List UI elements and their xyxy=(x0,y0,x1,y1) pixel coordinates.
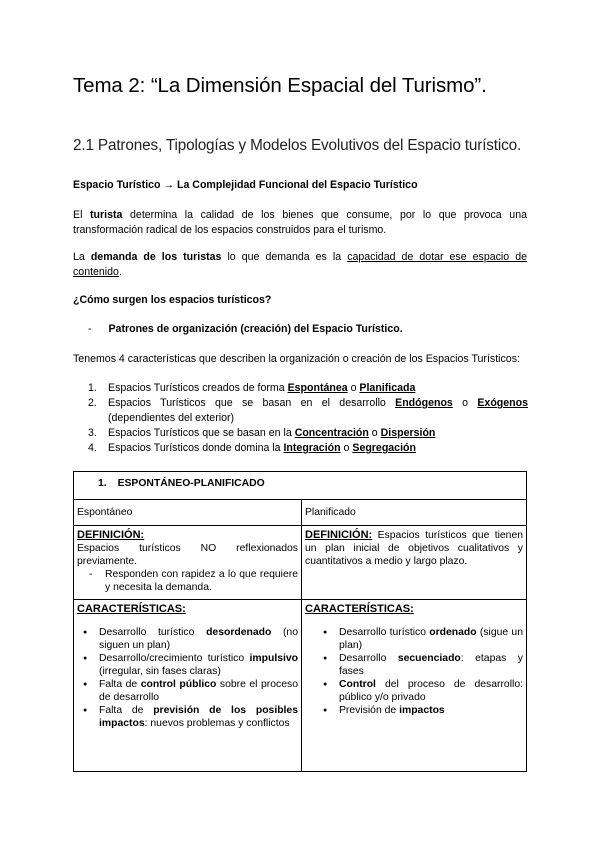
text: (sigue un plan) xyxy=(339,627,523,651)
section-heading: Espacio Turístico → La Complejidad Funcional del Espacio Turístico xyxy=(73,179,418,191)
term-b: Planificada xyxy=(359,382,416,394)
text: sobre el proceso de desarrollo xyxy=(99,679,298,703)
bold-term: impactos xyxy=(399,705,445,716)
characteristics-planned xyxy=(302,600,527,772)
list-item xyxy=(88,441,528,456)
definition-label: DEFINICIÓN: xyxy=(305,529,373,541)
comparison-table xyxy=(73,471,527,772)
bullet-item xyxy=(81,678,298,704)
definition-paragraph xyxy=(305,529,523,568)
text: El xyxy=(73,209,91,221)
text: . xyxy=(118,266,122,278)
table-column-row xyxy=(74,500,527,526)
list-item xyxy=(88,396,528,426)
question-heading: ¿Cómo surgen los espacios turísticos? xyxy=(73,294,272,306)
text: : nuevos problemas y conflictos xyxy=(144,718,290,729)
text: (no siguen un plan) xyxy=(99,627,298,651)
intro-paragraph: Tenemos 4 características que describen la organización o creación de los Espacios Turísticos: xyxy=(73,353,520,365)
text: (dependientes del exterior) xyxy=(108,412,235,424)
text: La xyxy=(73,251,91,263)
list-number: 1. xyxy=(88,382,97,394)
bold-term: previsión de los posibles impactos xyxy=(99,705,298,729)
table-definition-row xyxy=(74,526,527,600)
bold-term: demanda de los turistas xyxy=(90,251,222,263)
term-a: Endógenos xyxy=(395,397,453,409)
bold-term: control público xyxy=(140,679,217,690)
definition-spontaneous xyxy=(74,526,302,600)
text: o xyxy=(340,442,353,454)
bullet-item xyxy=(81,652,298,678)
text: Previsión de xyxy=(339,705,400,716)
text: Espacios Turísticos donde domina la xyxy=(108,442,284,454)
paragraph-demanda xyxy=(73,250,527,280)
bullet-item xyxy=(81,704,298,730)
dash-marker: - xyxy=(88,323,92,335)
column-label-planned: Planificado xyxy=(302,500,527,526)
text: Espacios Turísticos que se basan en la xyxy=(108,427,295,439)
bullet-item xyxy=(321,626,523,652)
definition-text: Espacios turísticos que tienen un plan inicial de objetivos cualitativos y cuantitativos a medio y largo plazo. xyxy=(305,530,524,567)
text: : etapas y fases xyxy=(339,653,523,677)
text: Desarrollo/crecimiento turístico xyxy=(99,653,250,664)
underlined-phrase: capacidad de dotar ese espacio de contenido xyxy=(73,251,527,278)
bold-term: desordenado xyxy=(206,627,272,638)
list-item xyxy=(88,426,528,441)
text: (irregular, sin fases claras) xyxy=(99,666,221,677)
bold-term: impulsivo xyxy=(249,653,298,664)
text: o xyxy=(368,427,381,439)
table-header-cell xyxy=(74,472,527,500)
list-number: 4. xyxy=(88,442,97,454)
term-b: Segregación xyxy=(352,442,416,454)
header-number: 1. xyxy=(98,478,107,489)
table-characteristics-row xyxy=(74,600,527,772)
text: Desarrollo xyxy=(339,653,398,664)
text: Desarrollo turístico xyxy=(99,627,207,638)
page-title: Tema 2: “La Dimensión Espacial del Turismo”. xyxy=(73,74,487,97)
bullet-item xyxy=(321,704,523,717)
bold-term: ordenado xyxy=(429,627,477,638)
bullet-item xyxy=(81,626,298,652)
term-a: Concentración xyxy=(294,427,369,439)
characteristics-label: CARACTERÍSTICAS: xyxy=(305,603,414,615)
characteristics-spontaneous xyxy=(74,600,302,772)
characteristics-list xyxy=(88,381,528,456)
text: o xyxy=(452,397,478,409)
list-number: 3. xyxy=(88,427,97,439)
text: o xyxy=(347,382,360,394)
text: Desarrollo turístico xyxy=(339,627,430,638)
bullet-list xyxy=(317,626,523,717)
list-number: 2. xyxy=(88,397,97,409)
bold-term: Control xyxy=(339,679,376,690)
definition-subitem: - Responden con rapidez a lo que requiere y necesita la demanda. xyxy=(77,568,298,594)
text: del proceso de desarrollo: público y/o privado xyxy=(339,679,523,703)
term-a: Espontánea xyxy=(287,382,348,394)
paragraph-turista xyxy=(73,208,527,238)
bold-term: turista xyxy=(90,209,123,221)
text: determina la calidad de los bienes que consume, por lo que provoca una transformación radical de los espacios construidos para el turismo. xyxy=(73,209,527,236)
text: Espacios Turísticos que se basan en el desarrollo xyxy=(108,397,396,409)
bullet-item xyxy=(321,652,523,678)
table-header-row xyxy=(74,472,527,500)
term-a: Integración xyxy=(283,442,341,454)
term-b: Dispersión xyxy=(380,427,436,439)
definition-text: Espacios turísticos NO reflexionados previamente. xyxy=(77,543,298,567)
definition-label: DEFINICIÓN: xyxy=(77,529,145,541)
bullet-list xyxy=(77,626,298,730)
header-label: ESPONTÁNEO-PLANIFICADO xyxy=(117,478,265,489)
characteristics-label: CARACTERÍSTICAS: xyxy=(77,603,186,615)
section-subtitle: 2.1 Patrones, Tipologías y Modelos Evolutivos del Espacio turístico. xyxy=(73,137,522,154)
term-b: Exógenos xyxy=(477,397,528,409)
text: Falta de xyxy=(99,705,154,716)
text: lo que demanda es la xyxy=(221,251,348,263)
definition-planned xyxy=(302,526,527,600)
column-label-spontaneous: Espontáneo xyxy=(74,500,302,526)
patterns-label: Patrones de organización (creación) del Espacio Turístico. xyxy=(108,323,403,335)
text: Falta de xyxy=(99,679,141,690)
bold-term: secuenciado xyxy=(397,653,461,664)
list-item xyxy=(88,381,528,396)
bullet-item xyxy=(321,678,523,704)
text: Espacios Turísticos creados de forma xyxy=(108,382,288,394)
patterns-item xyxy=(88,322,403,337)
